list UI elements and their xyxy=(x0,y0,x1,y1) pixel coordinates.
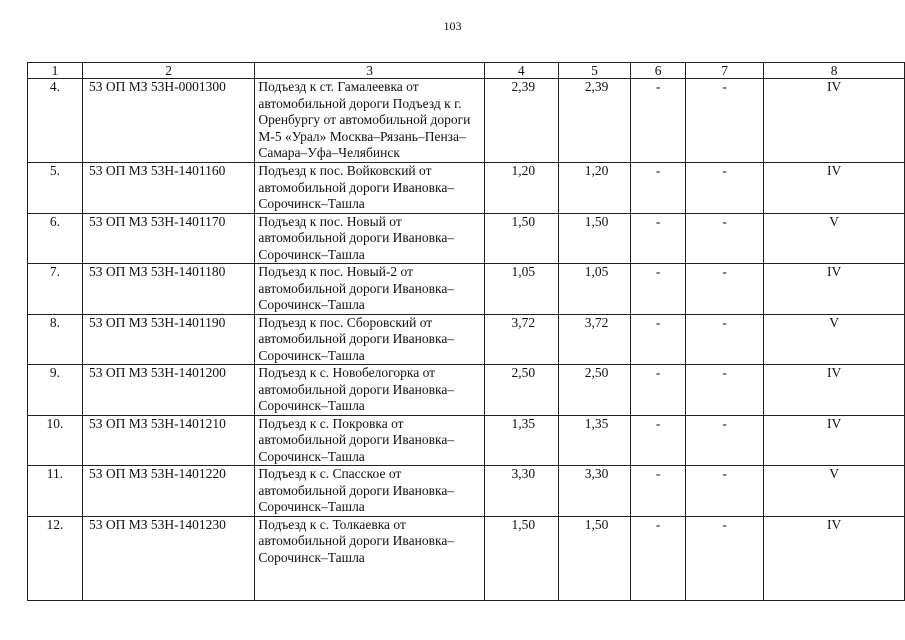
cell-col5: 1,20 xyxy=(558,163,631,214)
column-header: 5 xyxy=(558,63,631,79)
cell-col7: - xyxy=(685,264,764,315)
cell-col5: 3,72 xyxy=(558,314,631,365)
column-header: 1 xyxy=(28,63,83,79)
road-name: Подъезд к с. Спасское от автомобильной дороги Ивановка–Сорочинск–Ташла xyxy=(255,466,485,517)
cell-col5: 1,50 xyxy=(558,516,631,600)
road-code: 53 ОП МЗ 53Н-1401210 xyxy=(82,415,254,466)
road-code: 53 ОП МЗ 53Н-1401220 xyxy=(82,466,254,517)
column-header: 6 xyxy=(631,63,685,79)
road-name: Подъезд к с. Толкаевка от автомобильной дороги Ивановка–Сорочинск–Ташла xyxy=(255,516,485,600)
row-number: 9. xyxy=(28,365,83,416)
road-name: Подъезд к с. Новобелогорка от автомобильной дороги Ивановка–Сорочинск–Ташла xyxy=(255,365,485,416)
cell-col6: - xyxy=(631,163,685,214)
table-row xyxy=(28,163,905,214)
road-category: IV xyxy=(764,79,905,163)
cell-col4: 1,05 xyxy=(484,264,558,315)
road-name: Подъезд к пос. Сборовский от автомобильной дороги Ивановка–Сорочинск–Ташла xyxy=(255,314,485,365)
row-number: 5. xyxy=(28,163,83,214)
cell-col4: 3,72 xyxy=(484,314,558,365)
road-name: Подъезд к пос. Войковский от автомобильной дороги Ивановка–Сорочинск–Ташла xyxy=(255,163,485,214)
cell-col6: - xyxy=(631,466,685,517)
table-row xyxy=(28,314,905,365)
row-number: 7. xyxy=(28,264,83,315)
cell-col6: - xyxy=(631,79,685,163)
table-row xyxy=(28,79,905,163)
cell-col4: 2,39 xyxy=(484,79,558,163)
table-row xyxy=(28,415,905,466)
row-number: 11. xyxy=(28,466,83,517)
cell-col6: - xyxy=(631,516,685,600)
roads-table xyxy=(27,62,905,601)
page-number: 103 xyxy=(443,19,462,33)
road-code: 53 ОП МЗ 53Н-1401200 xyxy=(82,365,254,416)
cell-col5: 1,50 xyxy=(558,213,631,264)
road-category: V xyxy=(764,466,905,517)
cell-col4: 1,35 xyxy=(484,415,558,466)
road-name: Подъезд к пос. Новый от автомобильной дороги Ивановка–Сорочинск–Ташла xyxy=(255,213,485,264)
cell-col6: - xyxy=(631,415,685,466)
cell-col6: - xyxy=(631,264,685,315)
column-header: 3 xyxy=(255,63,485,79)
road-name: Подъезд к с. Покровка от автомобильной дороги Ивановка–Сорочинск–Ташла xyxy=(255,415,485,466)
cell-col7: - xyxy=(685,79,764,163)
table-row xyxy=(28,516,905,600)
road-code: 53 ОП МЗ 53Н-1401160 xyxy=(82,163,254,214)
road-name: Подъезд к ст. Гамалеевка от автомобильной дороги Подъезд к г. Оренбургу от автомобильной дороги М-5 «Урал» Москва–Рязань–Пенза–Самара–Уфа–Челябинск xyxy=(255,79,485,163)
cell-col5: 1,05 xyxy=(558,264,631,315)
row-number: 4. xyxy=(28,79,83,163)
cell-col4: 1,50 xyxy=(484,516,558,600)
cell-col7: - xyxy=(685,516,764,600)
road-category: V xyxy=(764,314,905,365)
road-category: IV xyxy=(764,415,905,466)
cell-col7: - xyxy=(685,314,764,365)
column-header: 8 xyxy=(764,63,905,79)
road-category: IV xyxy=(764,516,905,600)
cell-col7: - xyxy=(685,365,764,416)
road-code: 53 ОП МЗ 53Н-0001300 xyxy=(82,79,254,163)
cell-col5: 1,35 xyxy=(558,415,631,466)
cell-col4: 2,50 xyxy=(484,365,558,416)
table-row xyxy=(28,365,905,416)
cell-col4: 1,20 xyxy=(484,163,558,214)
cell-col4: 3,30 xyxy=(484,466,558,517)
row-number: 8. xyxy=(28,314,83,365)
cell-col7: - xyxy=(685,466,764,517)
cell-col5: 2,39 xyxy=(558,79,631,163)
cell-col6: - xyxy=(631,314,685,365)
road-category: V xyxy=(764,213,905,264)
table-row xyxy=(28,213,905,264)
column-header: 2 xyxy=(82,63,254,79)
cell-col5: 2,50 xyxy=(558,365,631,416)
cell-col6: - xyxy=(631,365,685,416)
road-category: IV xyxy=(764,365,905,416)
row-number: 12. xyxy=(28,516,83,600)
road-name: Подъезд к пос. Новый-2 от автомобильной дороги Ивановка–Сорочинск–Ташла xyxy=(255,264,485,315)
table-header-row xyxy=(28,63,905,79)
table-row xyxy=(28,264,905,315)
row-number: 10. xyxy=(28,415,83,466)
cell-col4: 1,50 xyxy=(484,213,558,264)
road-category: IV xyxy=(764,163,905,214)
cell-col7: - xyxy=(685,415,764,466)
cell-col7: - xyxy=(685,163,764,214)
cell-col5: 3,30 xyxy=(558,466,631,517)
cell-col7: - xyxy=(685,213,764,264)
row-number: 6. xyxy=(28,213,83,264)
road-code: 53 ОП МЗ 53Н-1401180 xyxy=(82,264,254,315)
road-code: 53 ОП МЗ 53Н-1401230 xyxy=(82,516,254,600)
column-header: 7 xyxy=(685,63,764,79)
column-header: 4 xyxy=(484,63,558,79)
road-category: IV xyxy=(764,264,905,315)
table-row xyxy=(28,466,905,517)
cell-col6: - xyxy=(631,213,685,264)
road-code: 53 ОП МЗ 53Н-1401190 xyxy=(82,314,254,365)
road-code: 53 ОП МЗ 53Н-1401170 xyxy=(82,213,254,264)
